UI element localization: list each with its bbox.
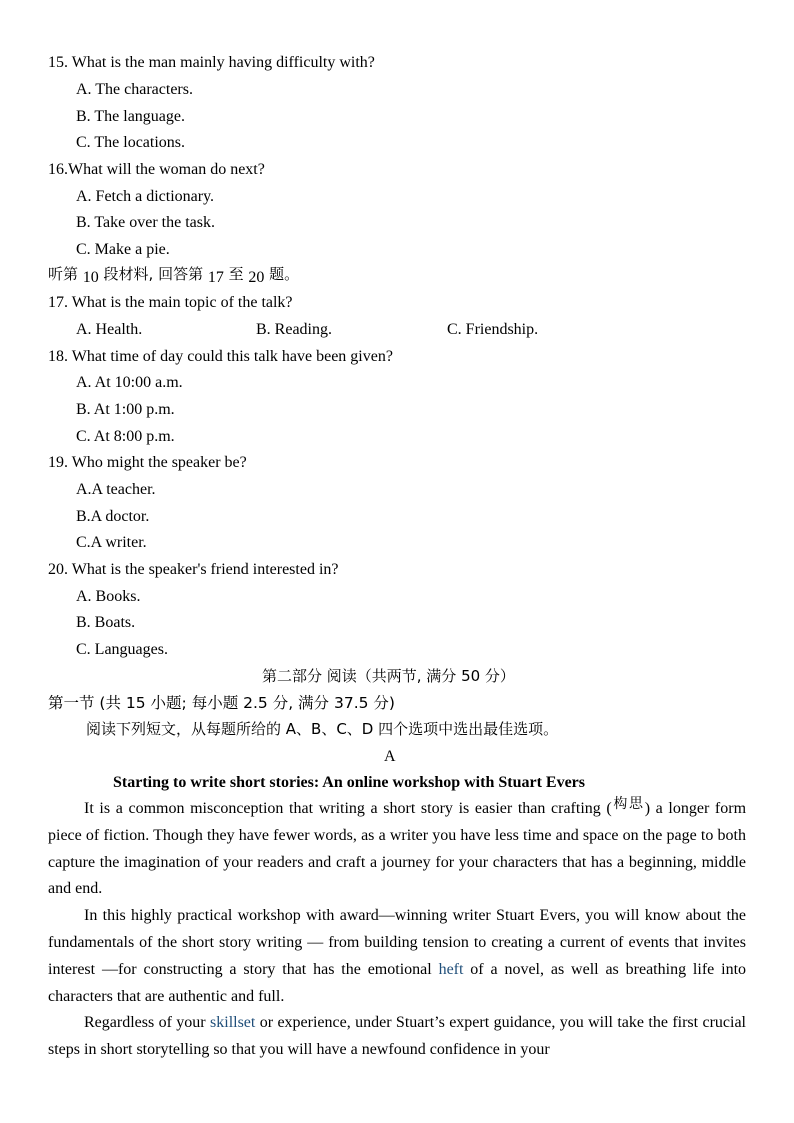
question-17-option-b: B. Reading. [256,321,332,338]
question-17-option-a: A. Health. [76,321,143,338]
section-one-heading: 第一节 (共 15 小题; 每小题 2.5 分, 满分 37.5 分) [48,694,395,712]
question-16-option-a: A. Fetch a dictionary. [76,188,215,205]
part-two-heading: 第二部分 阅读（共两节, 满分 50 分） [262,667,515,685]
instruction-text-1: 听第 [48,265,83,283]
question-16-option-b: B. Take over the task. [76,214,215,231]
question-20-option-a: A. Books. [76,588,141,605]
passage-letter: A [384,748,396,765]
question-17-option-c: C. Friendship. [447,321,539,338]
question-19-option-a: A.A teacher. [76,481,156,498]
question-20-option-c: C. Languages. [76,641,168,658]
instruction-number-20: 20 [248,269,265,286]
question-19-stem: 19. Who might the speaker be? [48,454,247,471]
question-18-option-c: C. At 8:00 p.m. [76,428,175,445]
question-18-stem: 18. What time of day could this talk have been given? [48,348,393,365]
passage-paragraph-3 [48,1010,746,1064]
gloss-note: 构思 [611,796,645,812]
passage-body [48,796,746,1064]
question-20-stem: 20. What is the speaker's friend interested in? [48,561,339,578]
question-16-stem: 16.What will the woman do next? [48,161,265,178]
highlighted-word-skillset: skillset [210,1014,256,1032]
question-19-option-c: C.A writer. [76,534,147,551]
question-15-stem: 15. What is the man mainly having difficulty with? [48,54,375,71]
reading-instruction: 阅读下列短文，从每题所给的 A、B、C、D 四个选项中选出最佳选项。 [86,720,559,738]
paragraph-1-text-a: It is a common misconception that writing a short story is easier than crafting ( [84,800,612,817]
passage-title: Starting to write short stories: An online workshop with Stuart Evers [113,774,585,791]
passage-paragraph-1 [48,796,746,903]
question-15-option-b: B. The language. [76,108,186,125]
question-16-option-c: C. Make a pie. [76,241,170,258]
instruction-number-17: 17 [207,269,224,286]
paragraph-3-text-a: Regardless of your [84,1014,211,1032]
question-18-option-b: B. At 1:00 p.m. [76,401,175,418]
instruction-number-10: 10 [82,269,99,286]
question-15-option-c: C. The locations. [76,134,186,151]
paragraph-3-text-b: or experience, under Stuart’s expert guidance, you will take the first crucial steps in short storytelling so that you will have a newfound confidence in your [48,1014,746,1059]
listening-instruction [48,264,299,285]
question-18-option-a: A. At 10:00 a.m. [76,374,183,391]
instruction-text-4: 题。 [264,265,300,283]
paragraph-2-text-b: of a novel, as well as breathing life into characters that are authentic and full. [48,960,747,1005]
instruction-text-2: 段材料, 回答第 [98,265,208,283]
question-15-option-a: A. The characters. [76,81,193,98]
passage-paragraph-2 [48,903,746,1010]
highlighted-word-heft: heft [438,960,464,978]
paragraph-2-text-a: In this highly practical workshop with award—winning writer Stuart Evers, you will know about the fundamentals of the short story writing — from building tension to creating a current of events that invites interest —for constructing a story that has the emotional [48,907,746,978]
paragraph-1-text-b: ) a longer form piece of fiction. Though they have fewer words, as a writer you have less time and space on the page to both capture the imagination of your readers and craft a journey for your characters that has a beginning, middle and end. [48,800,747,898]
question-20-option-b: B. Boats. [76,614,136,631]
question-17-stem: 17. What is the main topic of the talk? [48,294,293,311]
question-19-option-b: B.A doctor. [76,508,150,525]
instruction-text-3: 至 [223,265,249,283]
